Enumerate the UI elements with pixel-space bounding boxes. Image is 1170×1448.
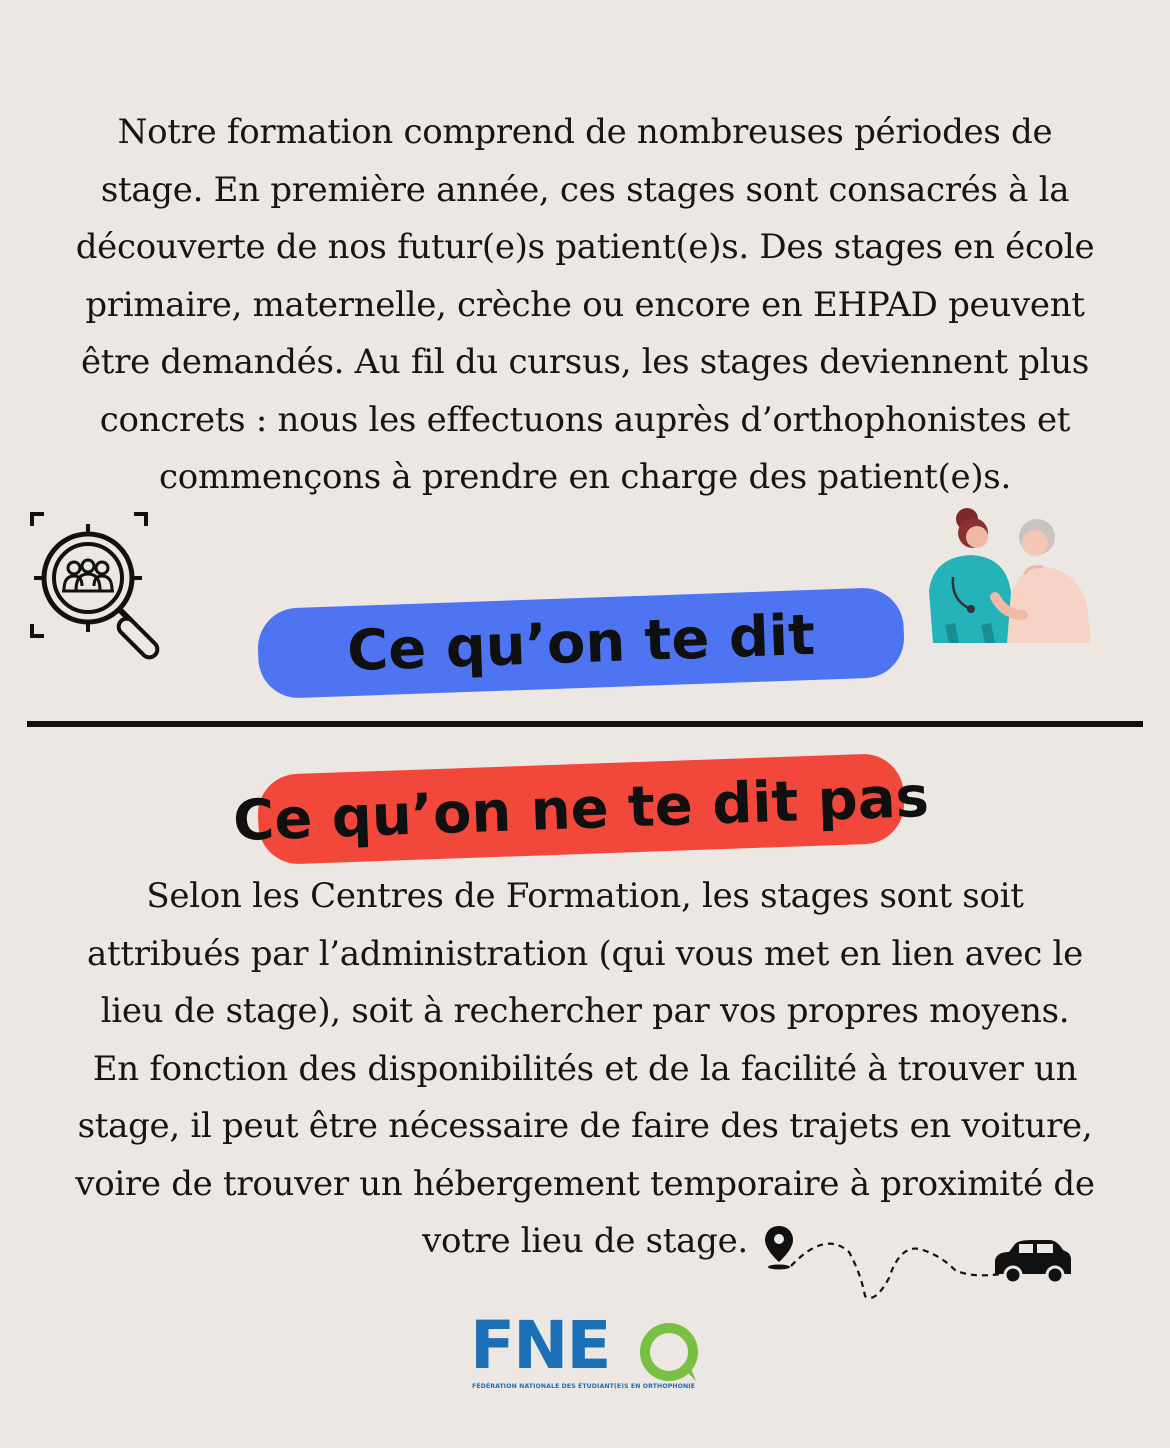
location-pin-icon bbox=[765, 1226, 793, 1270]
body-line: attribués par l’administration (qui vous met en lien avec le bbox=[87, 933, 1083, 974]
unsaid-heading-pill bbox=[232, 753, 930, 865]
intro-line: commençons à prendre en charge des patient(e)s. bbox=[159, 457, 1011, 497]
intro-line: concrets : nous les effectuons auprès d’orthophonistes et bbox=[99, 399, 1071, 440]
body-line: voire de trouver un hébergement temporaire à proximité de bbox=[75, 1163, 1095, 1204]
logo-speech-bubble-icon bbox=[638, 1321, 700, 1383]
nurse-patient-illustration bbox=[915, 505, 1095, 645]
intro-line: Notre formation comprend de nombreuses périodes de bbox=[117, 112, 1053, 152]
search-people-icon bbox=[24, 510, 184, 662]
logo-tagline: FÉDÉRATION NATIONALE DES ÉTUDIANT(E)S EN ORTHOPHONIE bbox=[472, 1383, 695, 1390]
said-heading: Ce qu’on te dit bbox=[346, 602, 816, 684]
body-line: lieu de stage), soit à rechercher par vos propres moyens. bbox=[100, 991, 1070, 1031]
fneo-logo bbox=[470, 1307, 702, 1393]
intro-line: découverte de nos futur(e)s patient(e)s. Des stages en école bbox=[75, 227, 1095, 267]
section-divider bbox=[27, 721, 1143, 727]
location-pin-car-route-icon bbox=[765, 1222, 1075, 1302]
intro-line: être demandés. Au fil du cursus, les stages deviennent plus bbox=[80, 342, 1090, 382]
intro-line: primaire, maternelle, crèche ou encore en EHPAD peuvent bbox=[85, 284, 1085, 325]
car-icon bbox=[995, 1240, 1071, 1283]
body-line: En fonction des disponibilités et de la facilité à trouver un bbox=[92, 1048, 1078, 1089]
intro-line: stage. En première année, ces stages sont consacrés à la bbox=[100, 169, 1070, 210]
unsaid-paragraph bbox=[20, 868, 1150, 1271]
intro-paragraph bbox=[20, 104, 1150, 507]
unsaid-heading: Ce qu’on ne te dit pas bbox=[232, 764, 930, 854]
body-line: Selon les Centres de Formation, les stages sont soit bbox=[146, 876, 1024, 916]
logo-letters: FNE bbox=[470, 1307, 610, 1384]
said-heading-pill bbox=[257, 587, 906, 699]
logo-wordmark bbox=[470, 1307, 610, 1384]
body-line: votre lieu de stage. bbox=[422, 1221, 748, 1261]
body-line: stage, il peut être nécessaire de faire des trajets en voiture, bbox=[77, 1106, 1093, 1146]
